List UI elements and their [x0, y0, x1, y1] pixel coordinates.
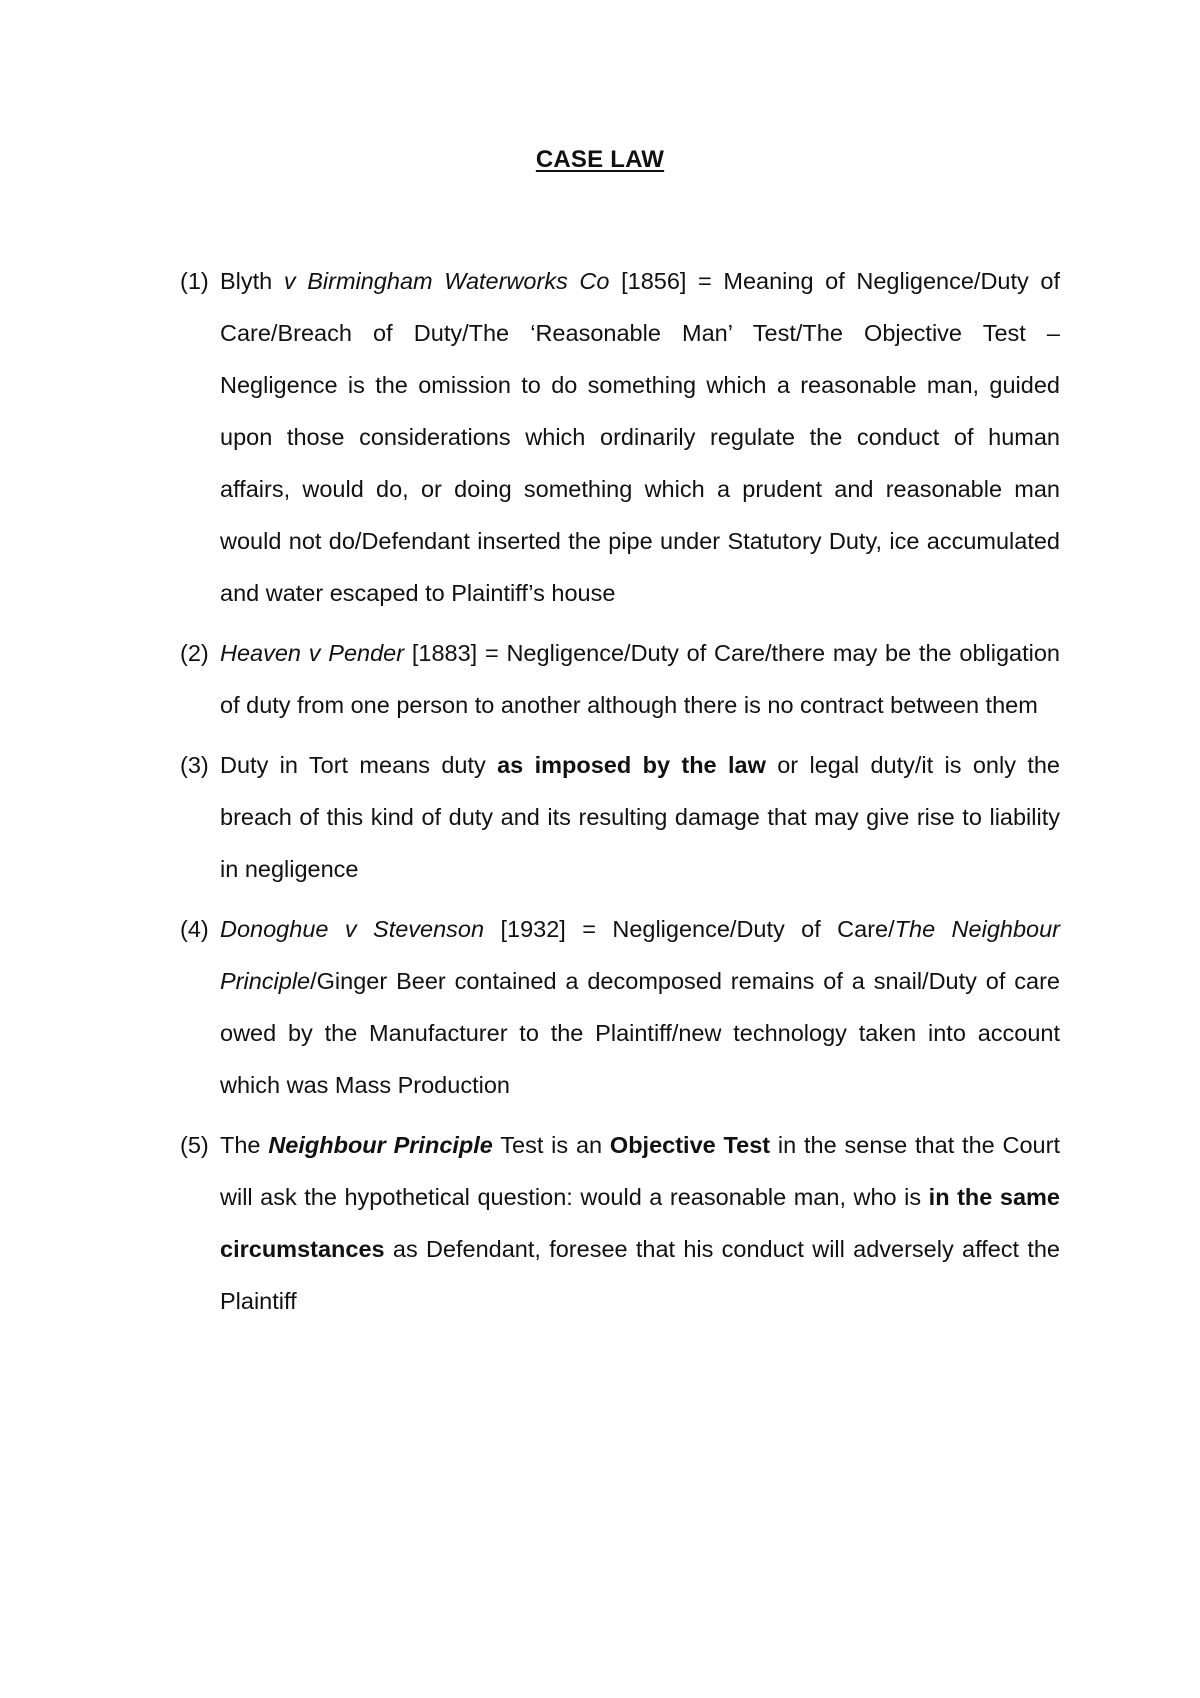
- emphasis-text: Objective Test: [609, 1132, 771, 1158]
- case-number: (2): [180, 640, 209, 666]
- case-name: Heaven v Pender: [220, 640, 405, 666]
- case-text-segment: as Defendant, foresee that his conduct will adversely affect the Plaintiff: [220, 1236, 1060, 1314]
- case-name: v Birmingham Waterworks Co: [283, 268, 610, 294]
- case-number: (3): [180, 752, 209, 778]
- case-text-segment: [1932] = Negligence/Duty of Care/: [484, 916, 895, 942]
- principle-name: Neighbour Principle: [268, 1132, 493, 1158]
- case-number: (4): [180, 916, 209, 942]
- case-text-segment: /Ginger Beer contained a decomposed remains of a snail/Duty of care owed by the Manufacturer to the Plaintiff/new technology taken into account which was Mass Production: [220, 968, 1060, 1098]
- case-text-segment: The: [220, 1132, 269, 1158]
- case-item-5: [180, 1119, 1060, 1327]
- case-text-segment: [1856] = Meaning of Negligence/Duty of Care/Breach of Duty/The ‘Reasonable Man’ Test/The Objective Test – Negligence is the omission to do something which a reasonable man, guided upon those considerations which ordinarily regulate the conduct of human affairs, would do, or doing something which a prudent and reasonable man would not do/Defendant inserted the pipe under Statutory Duty, ice accumulated and water escaped to Plaintiff’s house: [220, 268, 1060, 606]
- case-list: [180, 255, 1060, 1335]
- case-text-segment: in the sense that the Court will ask the hypothetical question: would a reasonable man, who is: [220, 1132, 1060, 1210]
- principle-name: The Neighbour Principle: [220, 916, 1060, 994]
- emphasis-text: in the same circumstances: [220, 1184, 1060, 1262]
- case-item-1: [180, 255, 1060, 619]
- case-item-4: [180, 903, 1060, 1111]
- emphasis-text: as imposed by the law: [497, 752, 766, 778]
- case-text-segment: [1883] = Negligence/Duty of Care/there may be the obligation of duty from one person to another although there is no contract between them: [220, 640, 1060, 718]
- case-text-segment: Duty in Tort means duty: [220, 752, 498, 778]
- case-name: Donoghue v Stevenson: [220, 916, 485, 942]
- case-number: (1): [180, 268, 209, 294]
- case-text-segment: Blyth: [220, 268, 284, 294]
- case-text-segment: Test is an: [492, 1132, 610, 1158]
- case-text-segment: or legal duty/it is only the breach of this kind of duty and its resulting damage that may give rise to liability in negligence: [220, 752, 1060, 882]
- case-item-2: [180, 627, 1060, 731]
- document-title: CASE LAW: [535, 146, 665, 173]
- case-item-3: [180, 739, 1060, 895]
- case-number: (5): [180, 1132, 209, 1158]
